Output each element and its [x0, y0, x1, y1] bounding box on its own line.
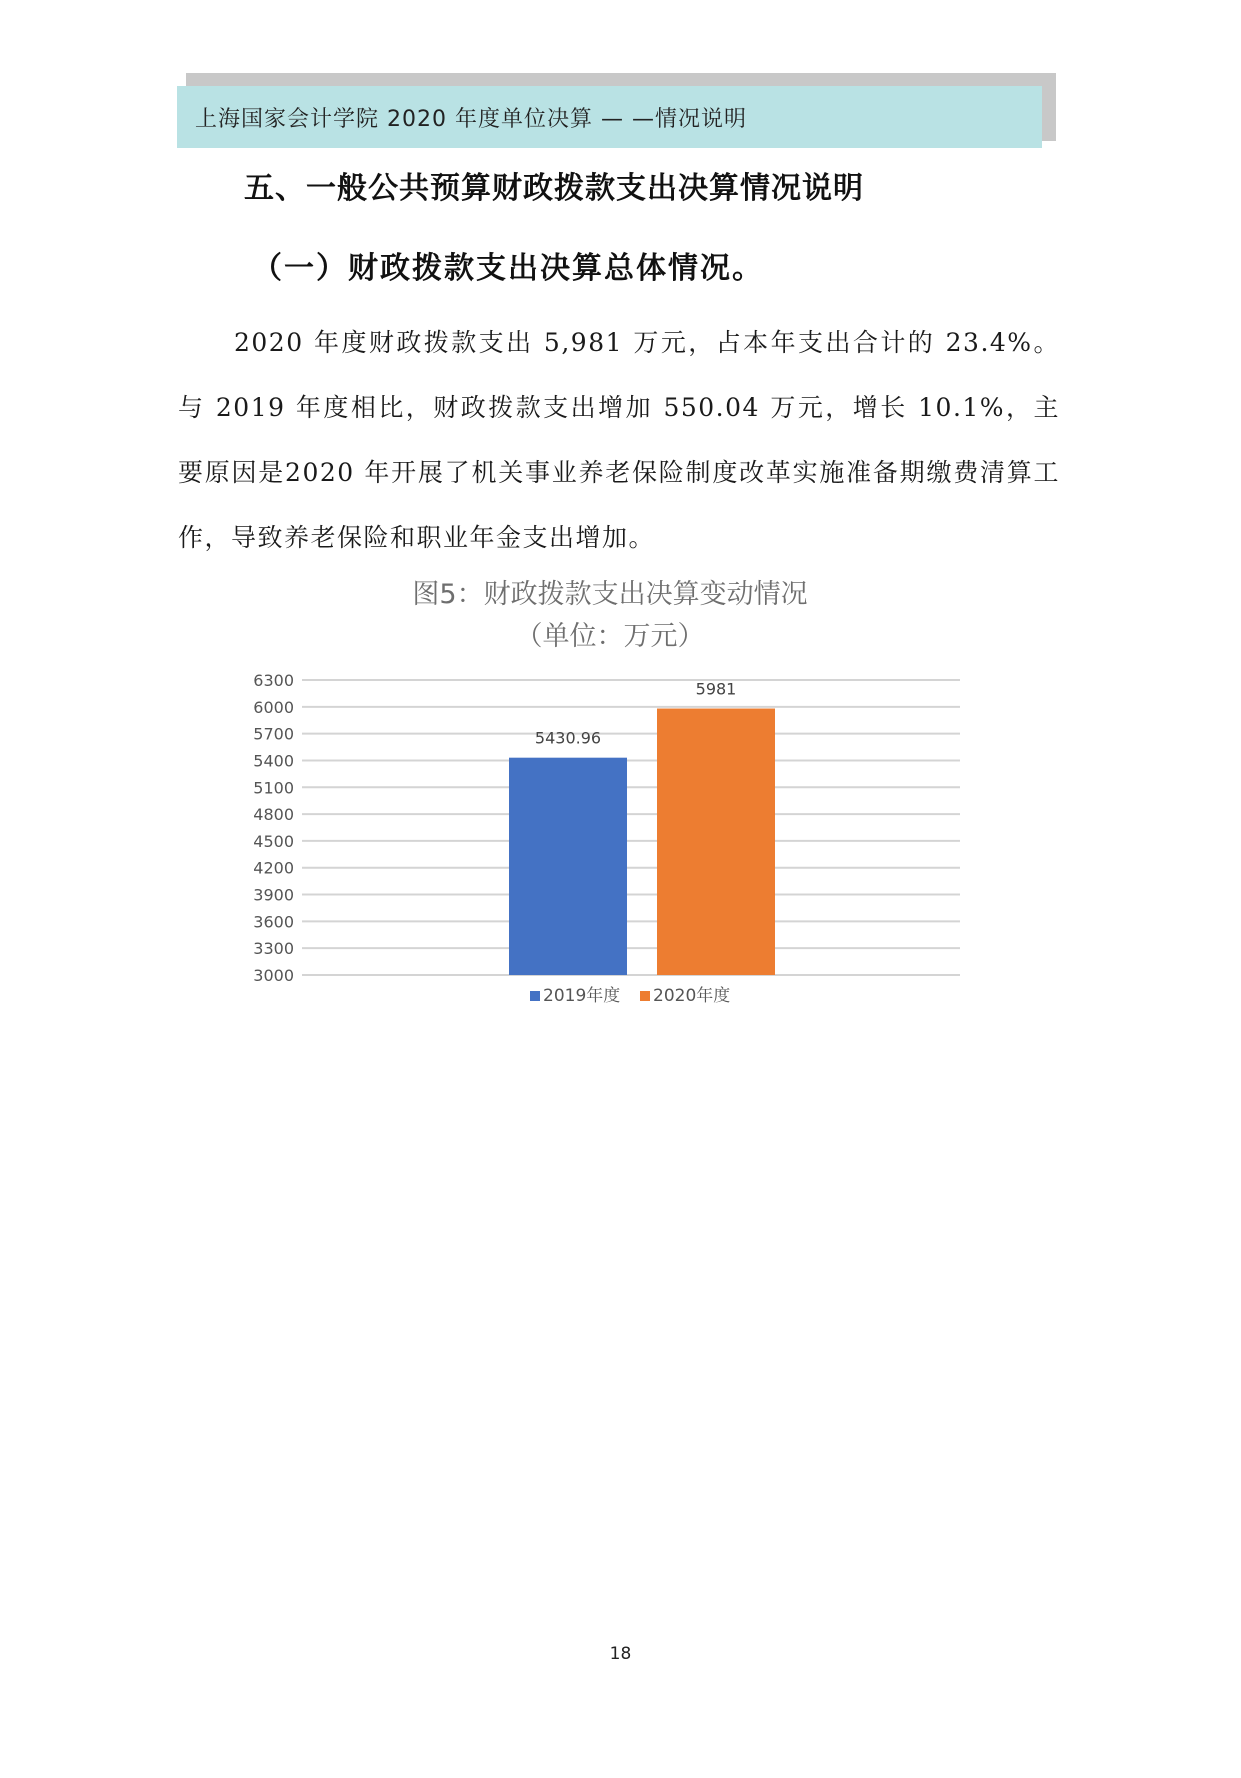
chart-title: 图5：财政拨款支出决算变动情况	[412, 579, 808, 610]
chart-plot	[230, 575, 990, 1015]
bar	[509, 758, 627, 975]
section-title: 五、一般公共预算财政拨款支出决算情况说明	[244, 171, 864, 206]
legend-swatch	[530, 991, 540, 1001]
y-tick-label: 6300	[253, 671, 294, 690]
y-tick-label: 5700	[253, 724, 294, 744]
running-header	[177, 86, 1042, 148]
y-tick-label: 4800	[253, 805, 294, 825]
chart-subtitle: （单位：万元）	[515, 621, 705, 652]
y-tick-label: 6000	[253, 697, 294, 717]
y-tick-label: 5400	[253, 751, 294, 771]
legend-entry: 2019年度	[543, 986, 621, 1006]
y-tick-label: 5100	[253, 778, 294, 798]
y-tick-label: 3900	[253, 885, 294, 905]
data-label: 5981	[695, 679, 737, 699]
data-label: 5430.96	[534, 728, 602, 748]
page-number: 18	[609, 1644, 632, 1664]
legend-swatch	[640, 991, 650, 1001]
y-tick-label: 3300	[253, 939, 294, 959]
y-tick-label: 3600	[253, 912, 294, 932]
bar	[657, 709, 775, 975]
legend-entry: 2020年度	[653, 986, 731, 1006]
body-paragraph: 2020 年度财政拨款支出 5,981 万元，占本年支出合计的 23.4%。与 2019 年度相比，财政拨款支出增加 550.04 万元，增长 10.1%，主要原因是2020 年开展了机关事业养老保险制度改革实施准备期缴费清算工作，导致养老保险和职业年金支出增加。	[178, 328, 1060, 552]
y-tick-label: 4500	[253, 831, 294, 851]
sub-title: （一）财政拨款支出决算总体情况。	[252, 251, 764, 286]
bar-chart	[230, 575, 990, 1015]
y-tick-label: 4200	[253, 858, 294, 878]
running-header-text: 上海国家会计学院 2020 年度单位决算 — —情况说明	[195, 106, 747, 132]
y-tick-label: 3000	[253, 966, 294, 985]
